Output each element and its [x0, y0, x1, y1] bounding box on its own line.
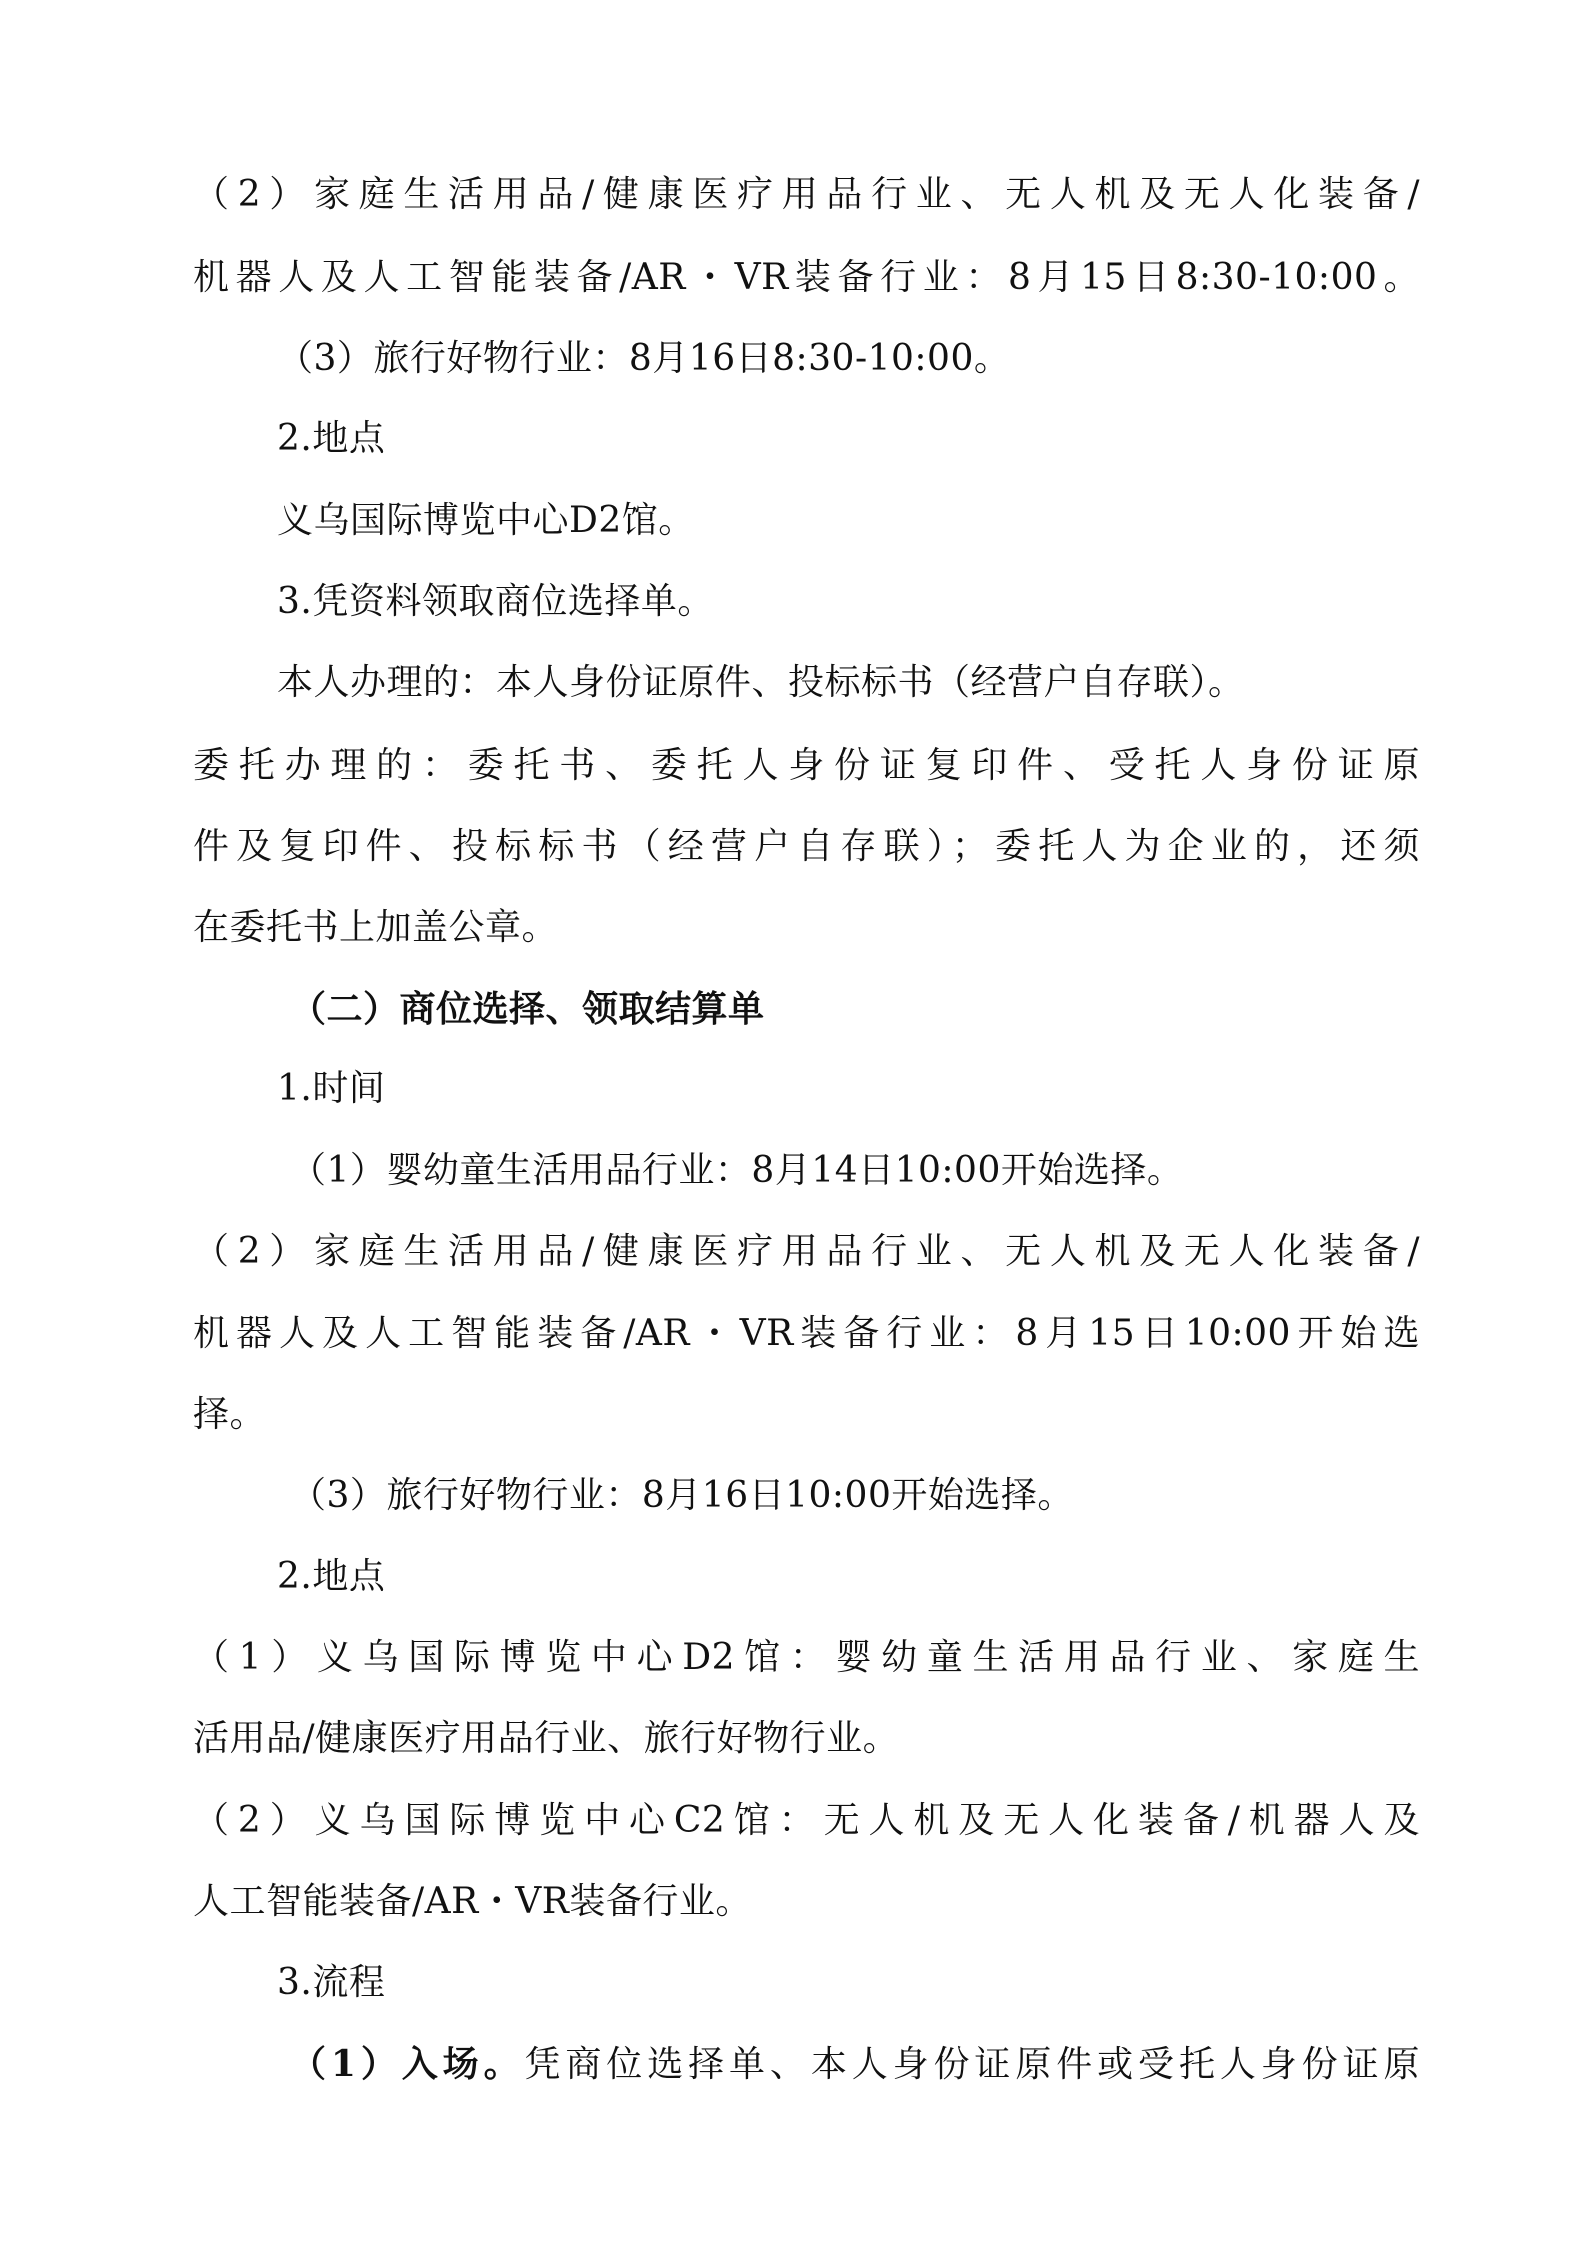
step-label: （1）入场。 [290, 2043, 525, 2085]
paragraph-line: （2）义乌国际博览中心C2馆：无人机及无人化装备/机器人及 [193, 1800, 1420, 1841]
paragraph-line: 机器人及人工智能装备/AR・VR装备行业：8月15日10:00开始选 [193, 1313, 1420, 1354]
paragraph-line: （3）旅行好物行业：8月16日10:00开始选择。 [290, 1475, 1074, 1516]
paragraph-line: 人工智能装备/AR・VR装备行业。 [193, 1881, 752, 1922]
paragraph-line: 在委托书上加盖公章。 [193, 907, 559, 948]
paragraph-line: 择。 [193, 1394, 267, 1435]
section-heading: 3.流程 [277, 1962, 386, 2003]
paragraph-line [0, 2043, 1587, 2085]
section-heading: 2.地点 [277, 1556, 386, 1597]
paragraph-line: 本人办理的：本人身份证原件、投标标书（经营户自存联）。 [277, 662, 1245, 703]
paragraph-line: 义乌国际博览中心D2馆。 [277, 500, 695, 541]
paragraph-line: 委托办理的：委托书、委托人身份证复印件、受托人身份证原 [193, 745, 1420, 786]
section-heading: 3.凭资料领取商位选择单。 [277, 581, 714, 622]
paragraph-line: （2）家庭生活用品/健康医疗用品行业、无人机及无人化装备/ [193, 1231, 1420, 1272]
paragraph-line: （1）义乌国际博览中心D2馆：婴幼童生活用品行业、家庭生 [193, 1637, 1420, 1678]
paragraph-line: 机器人及人工智能装备/AR・VR装备行业：8月15日8:30-10:00。 [193, 257, 1420, 298]
section-heading: 1.时间 [277, 1068, 386, 1109]
paragraph-line: （1）婴幼童生活用品行业：8月14日10:00开始选择。 [290, 1150, 1184, 1191]
section-heading: 2.地点 [277, 418, 386, 459]
paragraph-line: （3）旅行好物行业：8月16日8:30-10:00。 [277, 338, 1011, 379]
paragraph-line: 活用品/健康医疗用品行业、旅行好物行业。 [193, 1718, 900, 1759]
paragraph-line: （2）家庭生活用品/健康医疗用品行业、无人机及无人化装备/ [193, 174, 1420, 215]
step-text: 凭商位选择单、本人身份证原件或受托人身份证原 [524, 2044, 1420, 2085]
paragraph-line: 件及复印件、投标标书（经营户自存联）；委托人为企业的，还须 [193, 826, 1420, 867]
subsection-heading: （二）商位选择、领取结算单 [290, 988, 765, 1030]
